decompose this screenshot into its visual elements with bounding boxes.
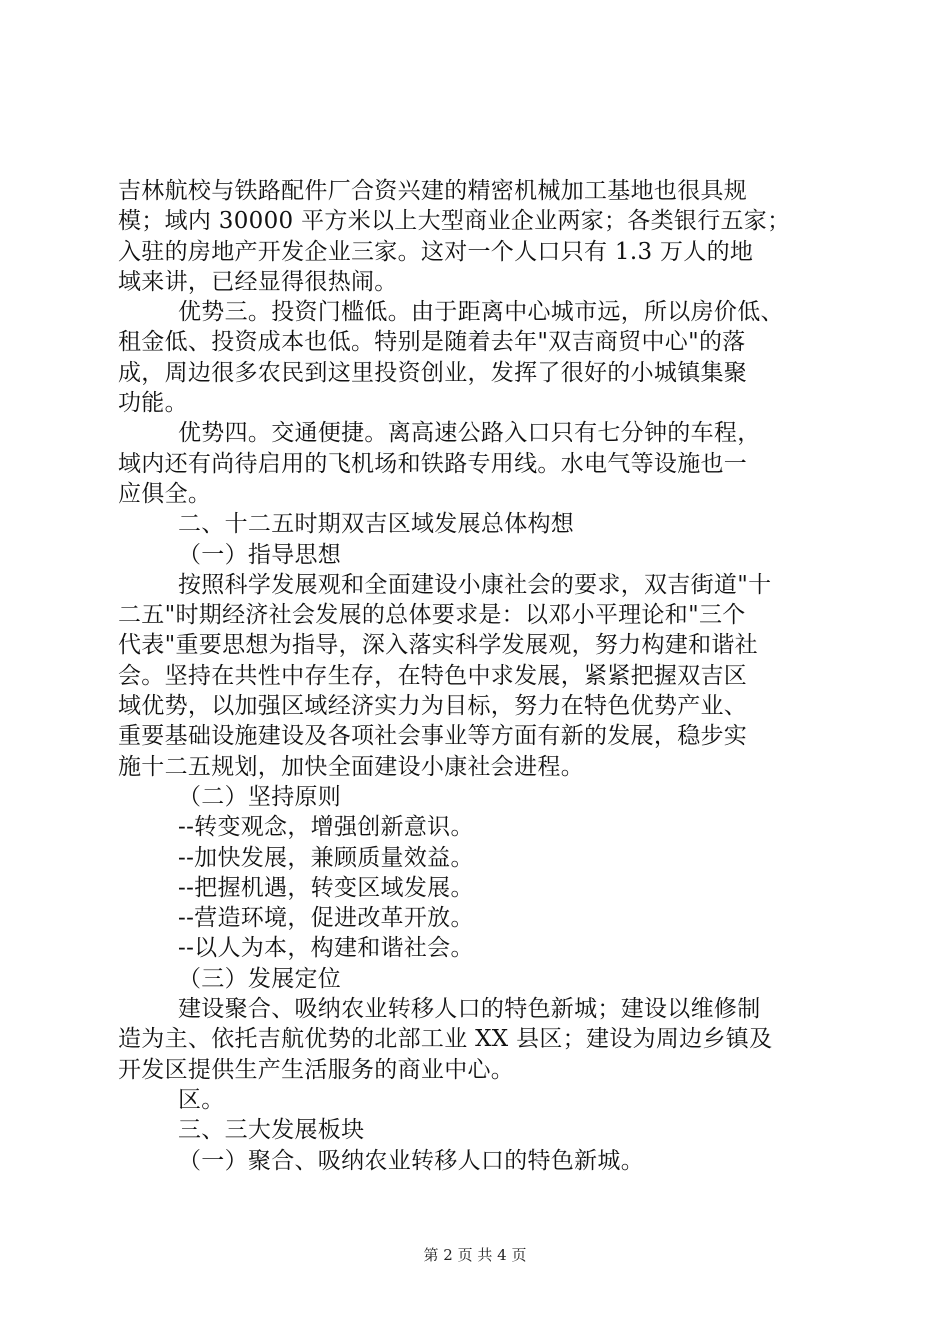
text-line: 施十二五规划，加快全面建设小康社会进程。 [118, 753, 584, 780]
text-line: 区。 [178, 1086, 225, 1113]
text-line: 代表"重要思想为指导，深入落实科学发展观，努力构建和谐社 [118, 632, 758, 659]
text-line: （一）聚合、吸纳农业转移人口的特色新城。 [178, 1147, 644, 1174]
text-line: 建设聚合、吸纳农业转移人口的特色新城；建设以维修制 [178, 996, 761, 1023]
text-line: 功能。 [118, 390, 188, 417]
text-line: 造为主、依托吉航优势的北部工业 XX 县区；建设为周边乡镇及 [118, 1026, 773, 1053]
text-line: 入驻的房地产开发企业三家。这对一个人口只有 1.3 万人的地 [118, 238, 754, 265]
text-line: 会。坚持在共性中存生存，在特色中求发展，紧紧把握双吉区 [118, 662, 748, 689]
text-line: 优势三。投资门槛低。由于距离中心城市远，所以房价低、 [178, 299, 784, 326]
text-line: 二、十二五时期双吉区域发展总体构想 [178, 511, 575, 538]
text-line: 应俱全。 [118, 480, 212, 507]
text-line: 二五"时期经济社会发展的总体要求是：以邓小平理论和"三个 [118, 602, 746, 629]
text-line: 租金低、投资成本也低。特别是随着去年"双吉商贸中心"的落 [118, 329, 746, 356]
text-line: 域来讲，已经显得很热闹。 [118, 268, 398, 295]
text-line: 重要基础设施建设及各项社会事业等方面有新的发展，稳步实 [118, 723, 748, 750]
text-line: （一）指导思想 [178, 541, 342, 568]
text-line: --以人为本，构建和谐社会。 [178, 935, 474, 962]
text-line: （二）坚持原则 [178, 783, 342, 810]
text-line: （三）发展定位 [178, 965, 342, 992]
page-footer: 第 2 页 共 4 页 [423, 1246, 527, 1264]
text-line: 域优势，以加强区域经济实力为目标，努力在特色优势产业、 [118, 693, 748, 720]
text-line: 三、三大发展板块 [178, 1117, 365, 1144]
text-line: 按照科学发展观和全面建设小康社会的要求，双吉街道"十 [178, 571, 772, 598]
text-line: 域内还有尚待启用的飞机场和铁路专用线。水电气等设施也一 [118, 450, 748, 477]
text-line: 成，周边很多农民到这里投资创业，发挥了很好的小城镇集聚 [118, 359, 748, 386]
text-line: --加快发展，兼顾质量效益。 [178, 844, 474, 871]
text-line: --营造环境，促进改革开放。 [178, 905, 474, 932]
text-line: --转变观念，增强创新意识。 [178, 814, 474, 841]
document-body [118, 176, 838, 1176]
text-line: --把握机遇，转变区域发展。 [178, 874, 474, 901]
text-line: 吉林航校与铁路配件厂合资兴建的精密机械加工基地也很具规 [118, 178, 748, 204]
text-line: 优势四。交通便捷。离高速公路入口只有七分钟的车程， [178, 420, 761, 447]
text-line: 开发区提供生产生活服务的商业中心。 [118, 1056, 515, 1083]
text-line: 模；域内 30000 平方米以上大型商业企业两家；各类银行五家； [118, 208, 791, 235]
